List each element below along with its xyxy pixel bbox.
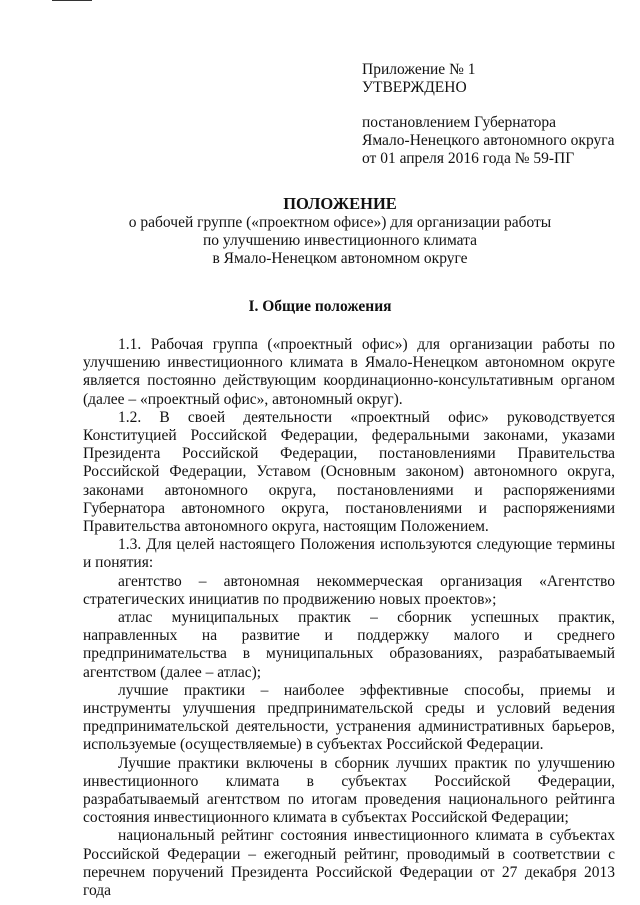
document-subtitle: по улучшению инвестиционного климата <box>202 232 478 249</box>
paragraph: 1.3. Для целей настоящего Положения используются следующие термины и понятия: <box>83 536 615 572</box>
section-heading: I. Общие положения <box>248 298 392 315</box>
document-subtitle: о рабочей группе («проектном офисе») для организации работы <box>128 214 552 231</box>
document-title-block <box>40 195 640 268</box>
document-title: ПОЛОЖЕНИЕ <box>283 194 397 213</box>
paragraph: атлас муниципальных практик – сборник успешных практик, направленных на развитие и поддержку малого и среднего предпринимательства в муниципальных образованиях, разрабатываемый агентством (далее – атлас); <box>83 609 615 681</box>
paragraph: агентство – автономная некоммерческая организация «Агентство стратегических инициатив по продвижению новых проектов»; <box>83 572 615 608</box>
approval-line: Ямало-Ненецкого автономного округа <box>362 132 615 149</box>
approval-date: от 01 апреля 2016 года № 59-ПГ <box>362 150 575 167</box>
approval-line: постановлением Губернатора <box>362 114 557 131</box>
paragraph: национальный рейтинг состояния инвестиционного климата в субъектах Российской Федерации – ежегодный рейтинг, проводимый в соответствии с перечнем поручений Президента Российской Федерации от 27 декабря 2013 года <box>83 827 615 900</box>
document-subtitle: в Ямало-Ненецком автономном округе <box>212 250 468 267</box>
annex-number: Приложение № 1 <box>362 61 476 78</box>
approved-label: УТВЕРЖДЕНО <box>362 79 467 96</box>
paragraph: лучшие практики – наиболее эффективные способы, приемы и инструменты улучшения предпринимательской среды и условий ведения предпринимательской деятельности, устранения административных барьеров, используемые (осуществляемые) в субъектах Российской Федерации. <box>83 681 615 754</box>
document-body <box>83 336 615 900</box>
scan-mark <box>52 0 92 1</box>
paragraph: 1.1. Рабочая группа («проектный офис») для организации работы по улучшению инвестиционного климата в Ямало-Ненецком автономном округе является постоянно действующим координационно-консультативным органом (далее – «проектный офис», автономный округ). <box>83 336 615 408</box>
paragraph: Лучшие практики включены в сборник лучших практик по улучшению инвестиционного климата в субъектах Российской Федерации, разрабатываемый агентством по итогам проведения национального рейтинга состояния инвестиционного климата в субъектах Российской Федерации; <box>83 754 615 827</box>
paragraph: 1.2. В своей деятельности «проектный офис» руководствуется Конституцией Российской Федерации, федеральными законами, указами Президента Российской Федерации, постановлениями Правительства Российской Федерации, Уставом (Основным законом) автономного округа, законами автономного округа, постановлениями и распоряжениями Губернатора автономного округа, постановлениями и распоряжениями Правительства автономного округа, настоящим Положением. <box>83 408 615 536</box>
approval-header <box>362 61 614 168</box>
